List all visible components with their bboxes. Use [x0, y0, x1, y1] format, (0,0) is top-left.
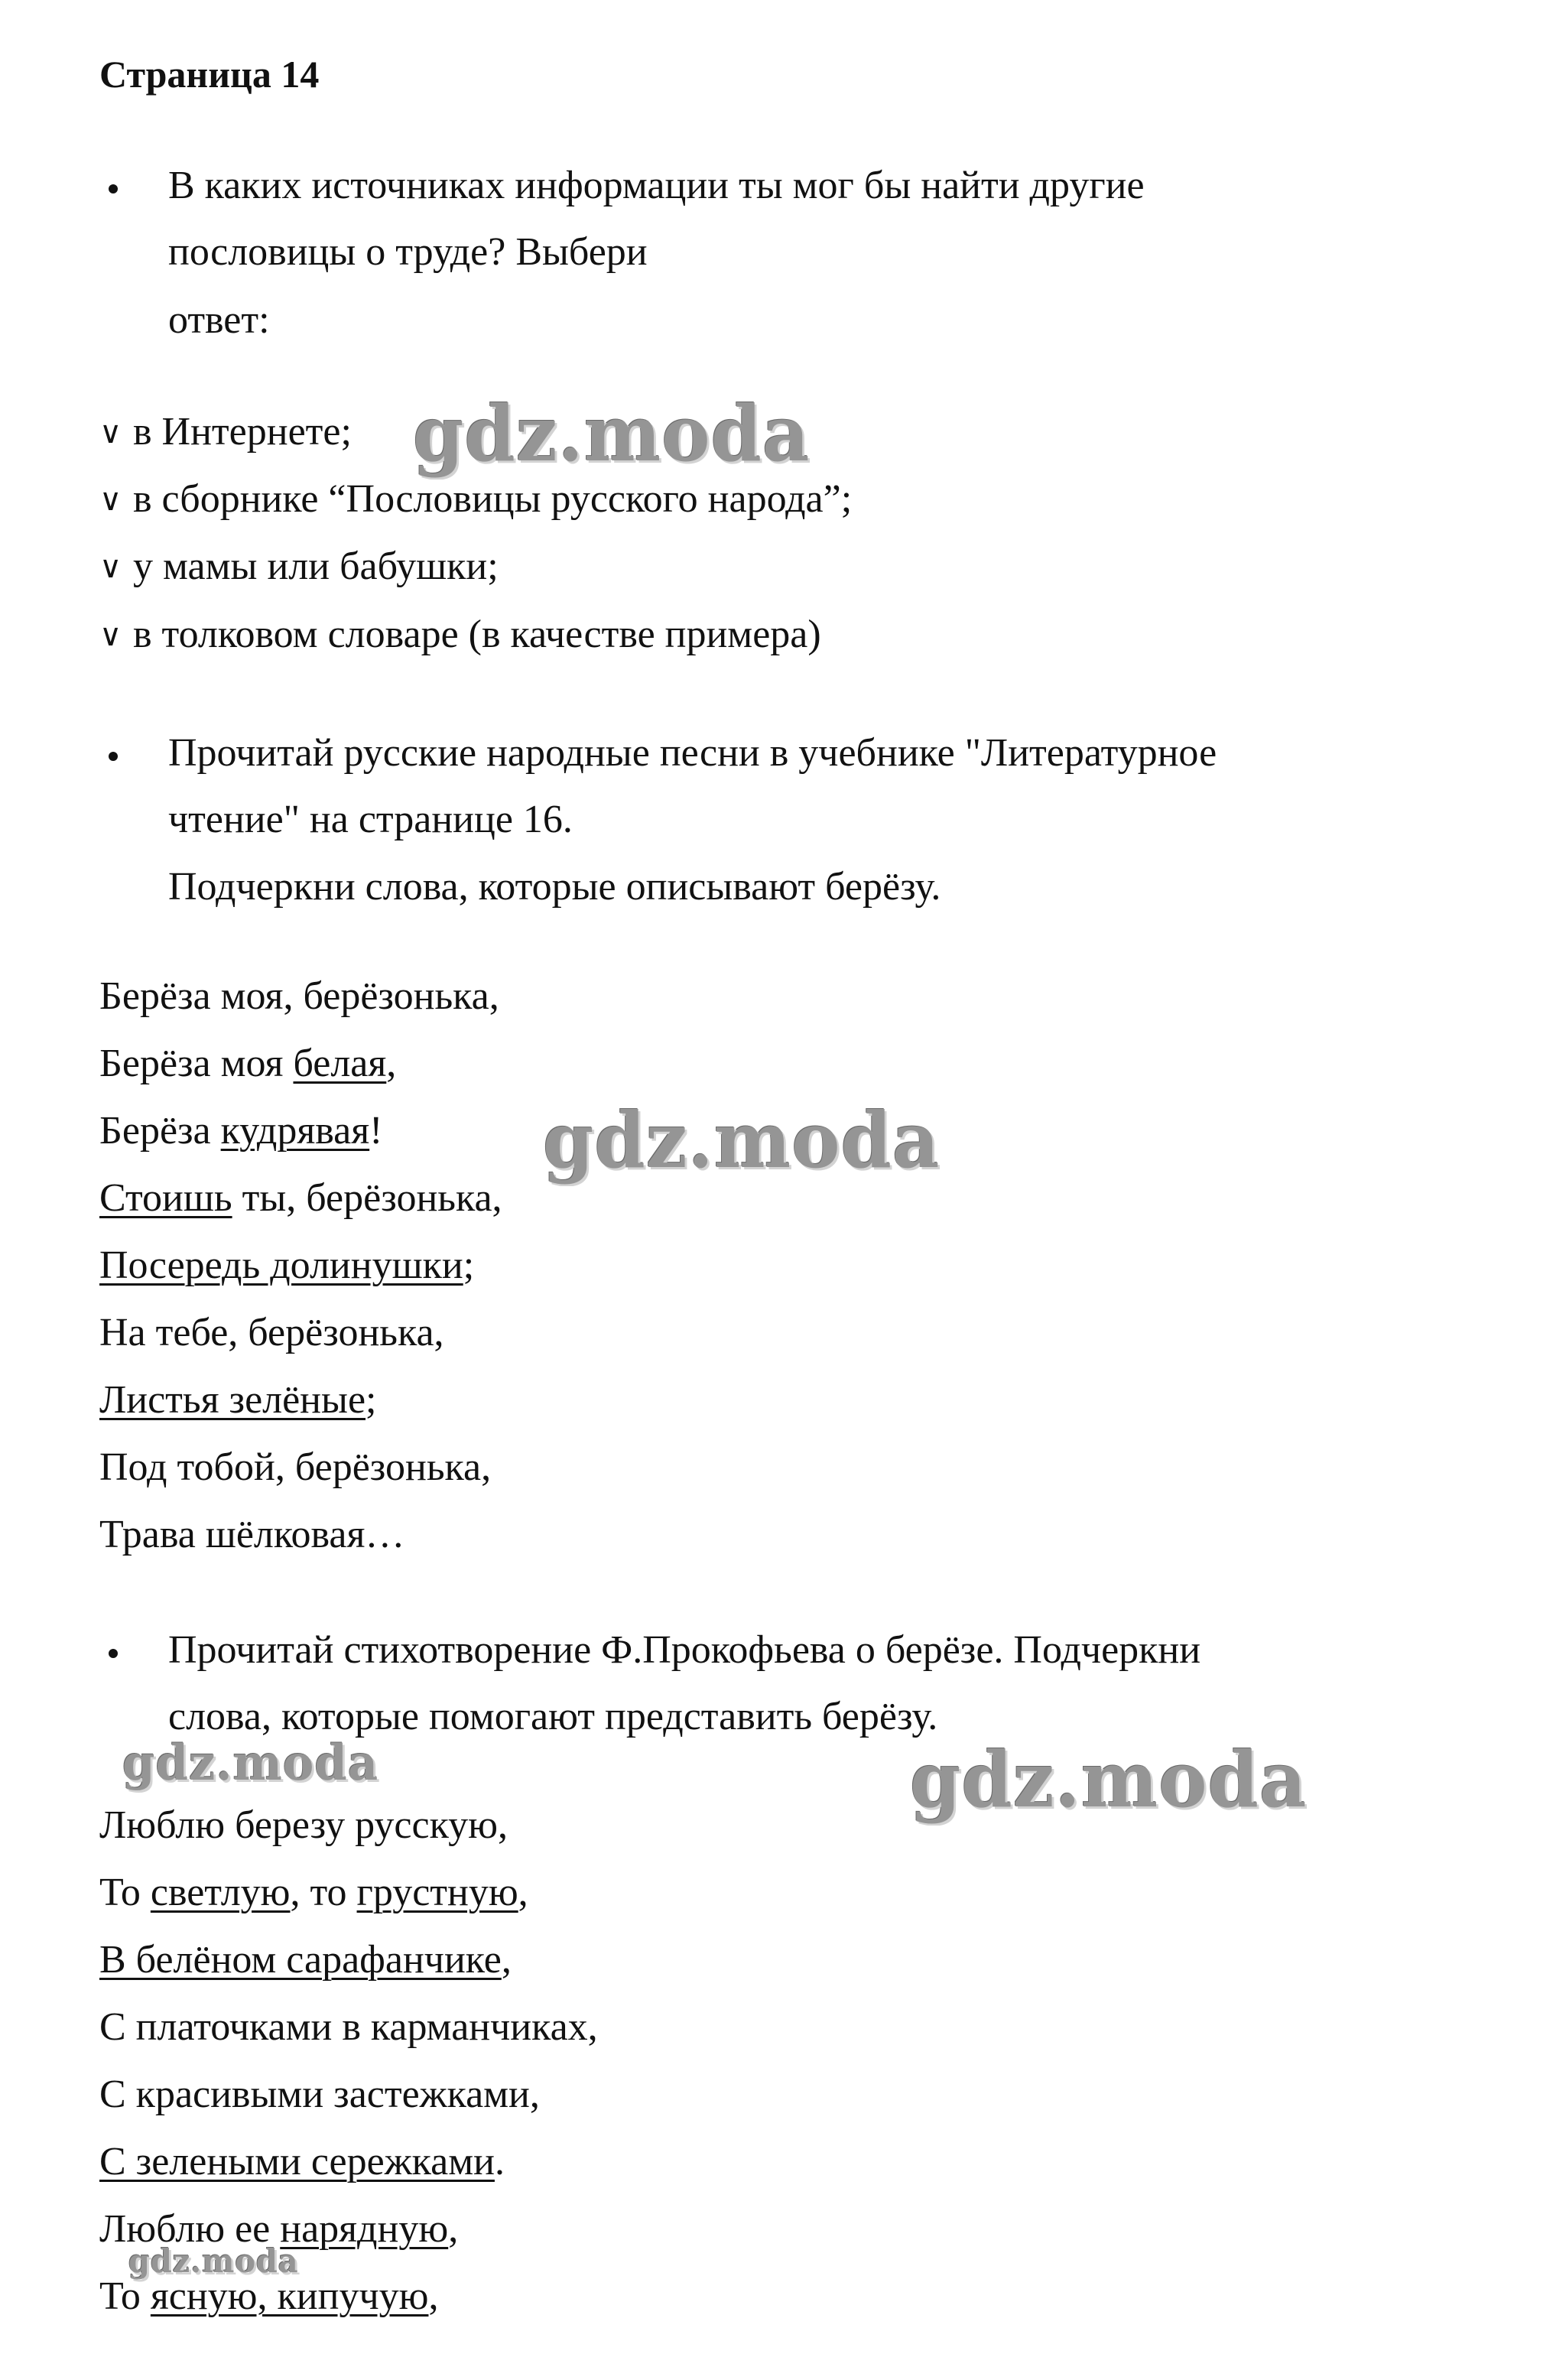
underlined-word: Посередь долинушки	[99, 1244, 463, 1287]
poem-line	[99, 2001, 598, 2054]
question-1-line-3: ответ:	[168, 298, 270, 342]
poem-text: Берёза	[99, 1109, 221, 1153]
poem-line	[99, 1866, 528, 1920]
checkmark-icon: ∨	[99, 483, 122, 518]
poem-text: ;	[366, 1378, 377, 1422]
answer-item	[99, 608, 821, 662]
answer-text: в толковом словаре (в качестве примера)	[133, 613, 821, 656]
page-title: Страница 14	[99, 53, 320, 96]
answer-item	[99, 540, 499, 594]
poem-text: ,	[518, 1871, 528, 1914]
watermark: gdz.moda	[128, 2242, 299, 2280]
watermark: gdz.moda	[910, 1735, 1308, 1825]
poem-text: Берёза моя	[99, 1042, 294, 1085]
checkmark-icon: ∨	[99, 415, 122, 450]
answer-item	[99, 473, 852, 527]
poem-line	[99, 1172, 502, 1225]
poem-line	[99, 1441, 491, 1494]
poem-text: Люблю березу русскую,	[99, 1803, 508, 1847]
underlined-word: кудрявая	[220, 1109, 370, 1153]
underlined-word: белая	[293, 1042, 387, 1085]
question-1-line-2: пословицы о труде? Выбери	[168, 230, 648, 274]
poem-text: , то	[290, 1871, 357, 1914]
underlined-word: В белёном сарафанчике	[99, 1938, 502, 1982]
underlined-word: Стоишь	[99, 1176, 232, 1220]
poem-line	[99, 2135, 505, 2189]
poem-line	[99, 1374, 376, 1427]
answer-text: в Интернете;	[133, 410, 352, 454]
poem-line	[99, 2068, 540, 2122]
poem-line	[99, 1306, 444, 1360]
poem-text: Люблю ее	[99, 2207, 281, 2251]
poem-text: ,	[386, 1042, 397, 1085]
poem-text: С красивыми застежками,	[99, 2073, 540, 2116]
poem-text: ты, берёзонька,	[232, 1176, 502, 1220]
answer-text: у мамы или бабушки;	[133, 545, 499, 588]
underlined-word: С зелеными сережками	[99, 2140, 495, 2183]
poem-text: С платочками в карманчиках,	[99, 2005, 598, 2049]
checkmark-icon: ∨	[99, 618, 122, 653]
answer-text: в сборнике “Пословицы русского народа”;	[133, 477, 853, 521]
checkmark-icon: ∨	[99, 550, 122, 585]
poem-line	[99, 1037, 396, 1091]
bullet-marker	[109, 752, 118, 761]
poem-text: То	[99, 2274, 151, 2318]
question-2-line-2: чтение" на странице 16.	[168, 798, 573, 841]
watermark: gdz.moda	[543, 1095, 941, 1185]
question-2-line-3: Подчеркни слова, которые описывают берёзу.	[168, 865, 941, 909]
poem-text: ;	[463, 1244, 475, 1287]
bullet-marker	[109, 1649, 118, 1658]
poem-text: Берёза моя, берёзонька,	[99, 974, 499, 1018]
poem-text: .	[494, 2140, 505, 2183]
poem-text: !	[369, 1109, 383, 1153]
poem-text: Под тобой, берёзонька,	[99, 1445, 492, 1489]
underlined-word: Листья зелёные	[99, 1378, 366, 1422]
underlined-word: грустную	[356, 1871, 518, 1914]
underlined-word: светлую	[150, 1871, 291, 1914]
watermark: gdz.moda	[413, 389, 811, 479]
poem-text: Трава шёлковая…	[99, 1513, 405, 1556]
poem-line	[99, 970, 499, 1023]
answer-item	[99, 405, 352, 460]
question-1-line-1: В каких источниках информации ты мог бы найти другие	[168, 164, 1145, 207]
poem-text: ,	[501, 1938, 512, 1982]
poem-line	[99, 1933, 512, 1987]
question-2-line-1: Прочитай русские народные песни в учебнике "Литературное	[168, 731, 1217, 775]
poem-text: То	[99, 1871, 151, 1914]
poem-line	[99, 1104, 382, 1158]
poem-text: ,	[448, 2207, 459, 2251]
poem-text: ,	[428, 2274, 439, 2318]
question-3-line-1: Прочитай стихотворение Ф.Прокофьева о берёзе. Подчеркни	[168, 1628, 1201, 1672]
poem-text: На тебе, берёзонька,	[99, 1311, 444, 1354]
watermark: gdz.moda	[122, 1735, 379, 1792]
question-3-line-2: слова, которые помогают представить берёзу.	[168, 1695, 938, 1738]
poem-line	[99, 1239, 474, 1292]
poem-line	[99, 1508, 404, 1562]
underlined-word: нарядную	[280, 2207, 449, 2251]
bullet-marker	[109, 184, 118, 193]
poem-line	[99, 1799, 508, 1852]
underlined-word: ясную, кипучую	[150, 2274, 429, 2318]
